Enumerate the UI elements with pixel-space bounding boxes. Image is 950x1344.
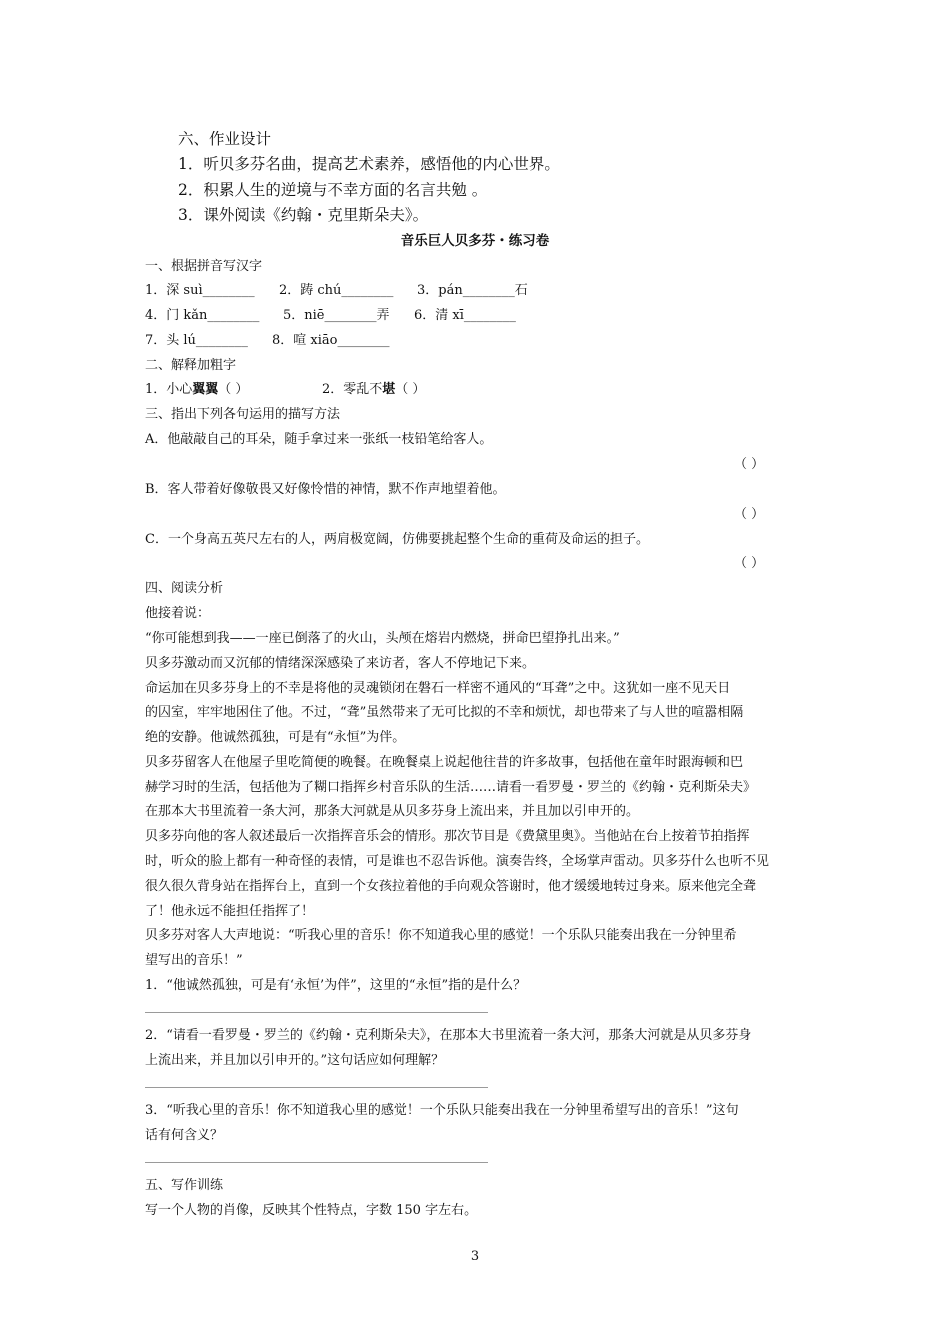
answer-paren: （ ） [734, 556, 765, 571]
answer-paren: （ ） [734, 457, 765, 472]
worksheet-title: 音乐巨人贝多芬・练习卷 [400, 233, 550, 249]
q2-prefix: 2．零乱不 [322, 382, 383, 397]
question-1: 1．“他诚然孤独，可是有‘永恒’为伴”，这里的“永恒”指的是什么？ [145, 978, 527, 993]
pinyin-item: 5．niē________弄 [283, 308, 390, 323]
passage-line: 望写出的音乐！” [145, 953, 243, 968]
pinyin-item: 6．清 xī________ [414, 308, 516, 323]
passage-line: 贝多芬对客人大声地说：“听我心里的音乐！你不知道我心里的感觉！一个乐队只能奏出我在一分钟里希 [145, 928, 737, 943]
section-1-heading: 一、根据拼音写汉字 [145, 259, 263, 274]
answer-line [145, 1012, 488, 1013]
q2-bold-word: 堪 [382, 382, 396, 397]
pinyin-item: 8．喧 xiāo________ [272, 333, 390, 348]
passage-line: 很久很久背身站在指挥台上，直到一个女孩拉着他的手向观众答谢时，他才缓缓地转过身来。原来他完全聋 [145, 879, 757, 894]
passage-line: 赫学习时的生活，包括他为了糊口指挥乡村音乐队的生活……请看一看罗曼・罗兰的《约翰・克利斯朵夫》 [145, 780, 757, 795]
sentence-c: C．一个身高五英尺左右的人，两肩极宽阔，仿佛要挑起整个生命的重荷及命运的担子。 [145, 532, 649, 547]
pinyin-item: 7．头 lú________ [145, 333, 248, 348]
passage-line: 贝多芬激动而又沉郁的情绪深深感染了来访者，客人不停地记下来。 [145, 656, 536, 671]
q2-answer-paren: （ ） [395, 382, 426, 397]
passage-line: 贝多芬向他的客人叙述最后一次指挥音乐会的情形。那次节目是《费黛里奥》。当他站在台上按着节拍指挥 [145, 829, 750, 844]
answer-line [145, 1087, 488, 1088]
page-number: 3 [470, 1249, 480, 1264]
passage-line: 时，听众的脸上都有一种奇怪的表情，可是谁也不忍告诉他。演奏告终，全场掌声雷动。贝多芬什么也听不见 [145, 854, 770, 869]
passage-line: 绝的安静。他诚然孤独，可是有“永恒”为伴。 [145, 730, 406, 745]
homework-item: 1．听贝多芬名曲，提高艺术素养，感悟他的内心世界。 [178, 155, 560, 173]
q1-prefix: 1．小心 [145, 382, 193, 397]
answer-paren: （ ） [734, 507, 765, 522]
homework-item: 3．课外阅读《约翰・克里斯朵夫》。 [178, 206, 429, 224]
section-3-heading: 三、指出下列各句运用的描写方法 [145, 407, 341, 422]
question-3: 3．“听我心里的音乐！你不知道我心里的感觉！一个乐队只能奏出我在一分钟里希望写出的音乐！”这句 [145, 1103, 739, 1118]
passage-line: 了！他永远不能担任指挥了！ [145, 904, 315, 919]
sentence-b: B．客人带着好像敬畏又好像怜惜的神情，默不作声地望着他。 [145, 482, 506, 497]
bold-word-question [322, 378, 425, 397]
pinyin-item: 4．门 kǎn________ [145, 308, 260, 323]
question-3: 话有何含义？ [145, 1128, 224, 1143]
bold-word-question [145, 378, 248, 397]
question-2: 上流出来，并且加以引申开的。”这句话应如何理解？ [145, 1053, 445, 1068]
passage-line: 在那本大书里流着一条大河，那条大河就是从贝多芬身上流出来，并且加以引申开的。 [145, 804, 640, 819]
pinyin-item: 1．深 suì________ [145, 283, 255, 298]
passage-line: 贝多芬留客人在他屋子里吃简便的晚餐。在晚餐桌上说起他往昔的许多故事，包括他在童年时跟海顿和巴 [145, 755, 744, 770]
pinyin-item: 3．pán________石 [417, 283, 528, 298]
homework-item: 2．积累人生的逆境与不幸方面的名言共勉 。 [178, 181, 488, 199]
question-2: 2．“请看一看罗曼・罗兰的《约翰・克利斯朵夫》，在那本大书里流着一条大河，那条大河就是从贝多芬身 [145, 1028, 752, 1043]
passage-line: “你可能想到我——一座已倒落了的火山，头颅在熔岩内燃烧，拼命巴望挣扎出来。” [145, 631, 620, 646]
answer-line [145, 1162, 488, 1163]
pinyin-item: 2．踌 chú________ [279, 283, 394, 298]
section-4-heading: 四、阅读分析 [145, 581, 224, 596]
sentence-a: A．他敲敲自己的耳朵，随手拿过来一张纸一枝铅笔给客人。 [145, 432, 493, 447]
q1-answer-paren: （ ） [218, 382, 249, 397]
section-2-heading: 二、解释加粗字 [145, 358, 237, 373]
writing-task: 写一个人物的肖像，反映其个性特点，字数 150 字左右。 [145, 1203, 478, 1218]
q1-bold-word: 翼翼 [192, 382, 219, 397]
passage-line: 的囚室，牢牢地困住了他。不过，“聋”虽然带来了无可比拟的不幸和烦忧，却也带来了与人世的喧嚣相隔 [145, 705, 744, 720]
passage-line: 他接着说： [145, 606, 211, 621]
passage-line: 命运加在贝多芬身上的不幸是将他的灵魂锁闭在磐石一样密不通风的“耳聋”之中。这犹如一座不见天日 [145, 681, 731, 696]
section-5-heading: 五、写作训练 [145, 1178, 224, 1193]
homework-heading: 六、作业设计 [178, 130, 272, 148]
